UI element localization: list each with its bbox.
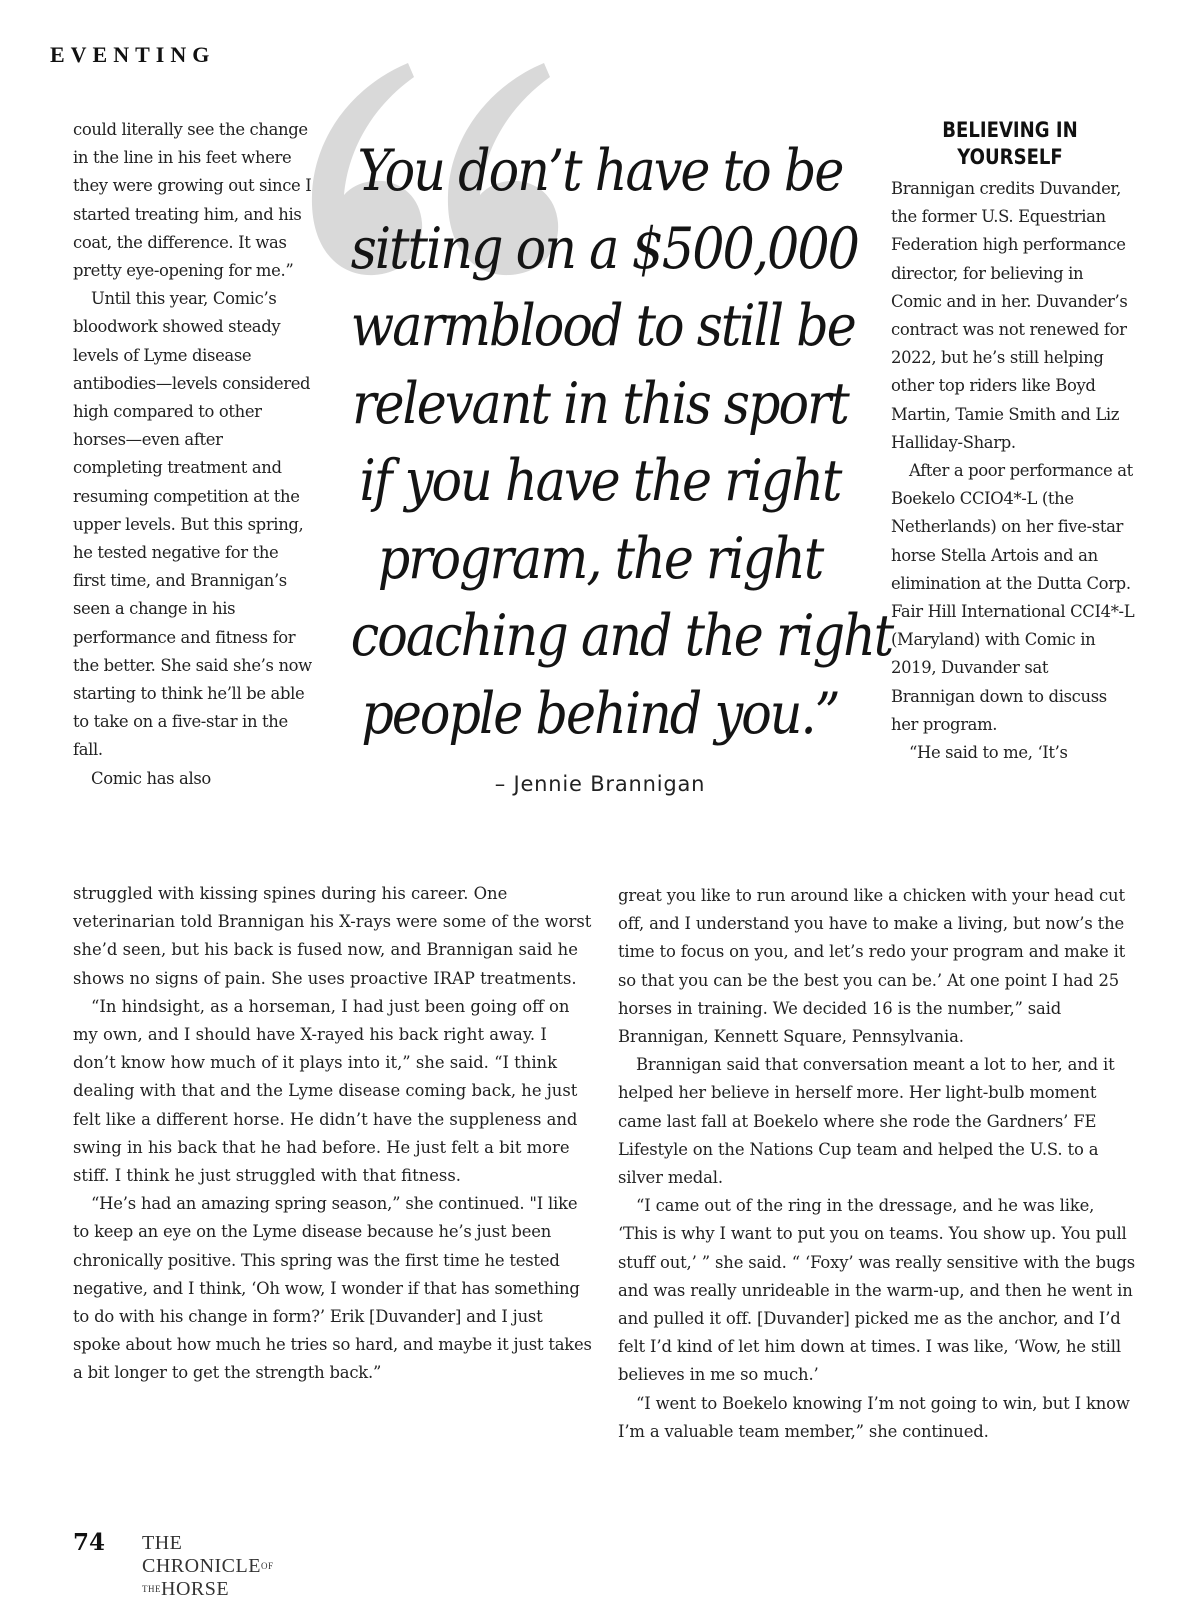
article-paragraph: “He’s had an amazing spring season,” she continued. "I like to keep an eye on the Lyme disease because he’s just been chronically positive. This spring was the first time he tested negative, and I think, ‘Oh wow, I wonder if that has something to do with his change in form?’ Erik [Duvander] and I just spoke about how much he tries so hard, and maybe it just takes a bit longer to get the strength back.” — [73, 1194, 592, 1383]
pull-quote-line: coaching and the right — [350, 603, 893, 669]
article-paragraph: “In hindsight, as a horseman, I had just been going off on my own, and I should have X-rayed his back right away. I don’t know how much of it plays into it,” she said. “I think dealing with that and the Lyme disease coming back, he just felt like a different horse. He didn’t have the suppleness and swing in his back that he had before. He just felt a bit more stiff. I think he just struggled with that fitness. — [73, 996, 578, 1186]
pull-quote — [350, 133, 893, 753]
page-number: 74 — [73, 1529, 106, 1556]
article-paragraph: Brannigan credits Duvander, the former U.S. Equestrian Federation high performance director, for believing in Comic and in her. Duvander’s contract was not renewed for 2022, but he’s still helping other top riders like Boyd Martin, Tamie Smith and Liz Halliday-Sharp. — [891, 179, 1128, 452]
article-paragraph: Brannigan said that conversation meant a lot to her, and it helped her believe in herself more. Her light-bulb moment came last fall at Boekelo where she rode the Gardners’ FE Lifestyle on the Nations Cup team and helped the U.S. to a silver medal. — [618, 1055, 1115, 1188]
pull-quote-attribution: – Jennie Brannigan — [494, 772, 706, 796]
article-paragraph: struggled with kissing spines during his career. One veterinarian told Brannigan his X-rays were some of the worst she’d seen, but his back is fused now, and Brannigan said he shows no signs of pain. She uses proactive IRAP treatments. — [73, 884, 592, 988]
pull-quote-line: You don’t have to be — [357, 138, 843, 204]
sidebar-heading — [915, 117, 1104, 171]
pull-quote-line: sitting on a $500,000 — [350, 215, 858, 282]
pull-quote-line: program, the right — [377, 525, 823, 592]
logo-text-mid: OF THE — [142, 1561, 274, 1594]
article-paragraph: After a poor performance at Boekelo CCIO4*-L (the Netherlands) on her five-star horse Stella Artois and an elimination at the Dutta Corp. Fair Hill International CCI4*-L (Maryland) with Comic in 2019, Duvander sat Brannigan down to discuss her program. — [891, 461, 1135, 734]
pull-quote-line: warmblood to still be — [350, 293, 855, 359]
sidebar-column — [891, 175, 1136, 767]
logo-text-right: HORSE — [161, 1578, 230, 1600]
pull-quote-line: if you have the right — [359, 448, 841, 514]
article-paragraph: Until this year, Comic’s bloodwork showed steady levels of Lyme disease antibodies—levels considered high compared to other horses—even after completing treatment and resuming competition at the upper levels. But this spring, he tested negative for the first time, and Brannigan’s seen a change in his performance and fitness for the better. She said she’s now starting to think he’ll be able to take on a five-star in the fall. — [73, 289, 312, 760]
article-paragraph: could literally see the change in the line in his feet where they were growing out since I started treating him, and his coat, the difference. It was pretty eye-opening for me.” — [73, 120, 312, 281]
pull-quote-line: relevant in this sport — [352, 370, 848, 437]
article-paragraph: Comic has also — [91, 768, 211, 788]
article-column-right-bottom — [618, 882, 1138, 1446]
magazine-logo — [142, 1532, 273, 1601]
article-paragraph: “He said to me, ‘It’s — [909, 743, 1068, 763]
logo-text-left: THE CHRONICLE — [142, 1532, 261, 1577]
sidebar-heading-line: YOURSELF — [957, 145, 1063, 169]
sidebar-heading-line: BELIEVING IN — [942, 118, 1078, 142]
section-label: EVENTING — [50, 42, 216, 67]
article-column-left-bottom — [73, 880, 593, 1388]
article-paragraph: “I went to Boekelo knowing I’m not going to win, but I know I’m a valuable team member,” she continued. — [618, 1393, 1130, 1441]
article-column-left-top — [73, 116, 313, 793]
article-paragraph: “I came out of the ring in the dressage, and he was like, ‘This is why I want to put you on teams. You show up. You pull stuff out,’ ” she said. “ ‘Foxy’ was really sensitive with the bugs and was really unrideable in the warm-up, and then he went in and pulled it off. [Duvander] picked me as the anchor, and I’d felt I’d kind of let him down at times. I was like, ‘Wow, he still believes in me so much.’ — [618, 1196, 1135, 1385]
pull-quote-line: people behind you.” — [361, 680, 839, 747]
article-paragraph: great you like to run around like a chicken with your head cut off, and I understand you have to make a living, but now’s the time to focus on you, and let’s redo your program and make it so that you can be the best you can be.’ At one point I had 25 horses in training. We decided 16 is the number,” said Brannigan, Kennett Square, Pennsylvania. — [618, 886, 1126, 1047]
